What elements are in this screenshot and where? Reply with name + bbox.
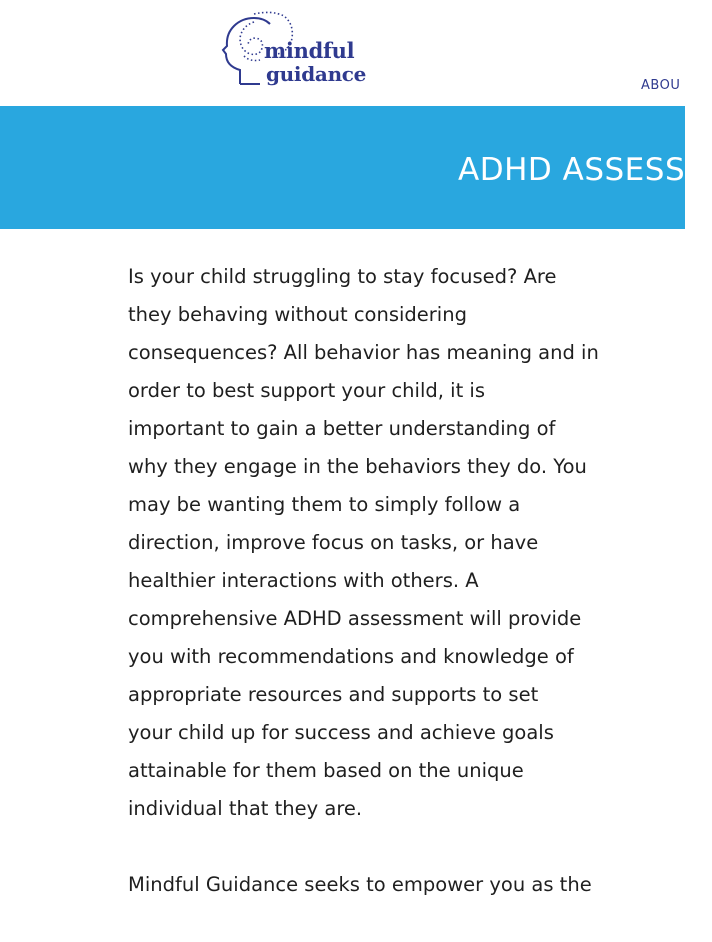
main-content — [128, 258, 663, 942]
page-title: ADHD ASSESSM — [458, 152, 712, 188]
logo-text-guidance: guidance — [266, 62, 367, 86]
second-paragraph: Mindful Guidance seeks to empower you as the — [128, 873, 592, 896]
nav-link-about[interactable]: ABOU — [641, 78, 681, 93]
site-logo[interactable] — [220, 10, 370, 90]
site-header — [0, 0, 685, 106]
logo-text-mindful: mindful — [264, 38, 355, 63]
page-title-banner — [0, 106, 712, 229]
intro-paragraph: Is your child struggling to stay focused? Are they behaving without considering consequences? All behavior has meaning and in order to best support your child, it is important to gain a better understanding of why they engage in the behaviors they do. You may be wanting them to simply follow a direction, improve focus on tasks, or have healthier interactions with others. A comprehensive ADHD assessment will provide you with recommendations and knowledge of appropriate resources and supports to set your child up for success and achieve goals attainable for them based on the unique individual that they are. — [128, 265, 599, 820]
